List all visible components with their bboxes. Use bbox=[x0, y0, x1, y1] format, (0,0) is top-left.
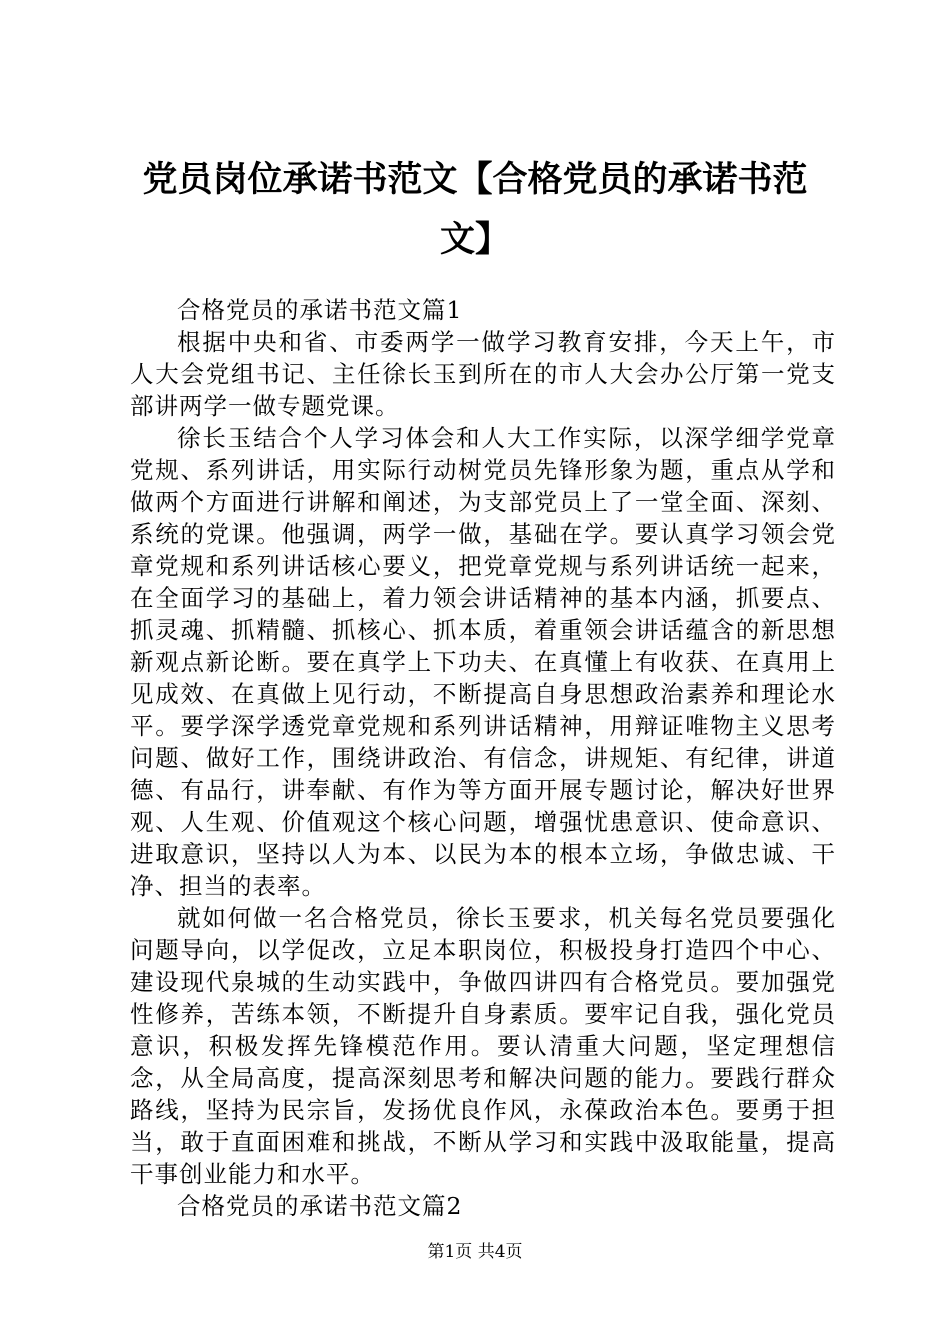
body-paragraph-2: 徐长玉结合个人学习体会和人大工作实际，以深学细学党章党规、系列讲话，用实际行动树党员先锋形象为题，重点从学和做两个方面进行讲解和阐述，为支部党员上了一堂全面、深刻、系统的党课。他强调，两学一做，基础在学。要认真学习领会党章党规和系列讲话核心要义，把党章党规与系列讲话统一起来，在全面学习的基础上，着力领会讲话精神的基本内涵，抓要点、抓灵魂、抓精髓、抓核心、抓本质，着重领会讲话蕴含的新思想新观点新论断。要在真学上下功夫、在真懂上有收获、在真用上见成效、在真做上见行动，不断提高自身思想政治素养和理论水平。要学深学透党章党规和系列讲话精神，用辩证唯物主义思考问题、做好工作，围绕讲政治、有信念，讲规矩、有纪律，讲道德、有品行，讲奉献、有作为等方面开展专题讨论，解决好世界观、人生观、价值观这个核心问题，增强忧患意识、使命意识、进取意识，坚持以人为本、以民为本的根本立场，争做忠诚、干净、担当的表率。 bbox=[130, 424, 836, 900]
body-paragraph-3: 就如何做一名合格党员，徐长玉要求，机关每名党员要强化问题导向，以学促改，立足本职岗位，积极投身打造四个中心、建设现代泉城的生动实践中，争做四讲四有合格党员。要加强党性修养，苦练本领，不断提升自身素质。要牢记自我，强化党员意识，积极发挥先锋模范作用。要认清重大问题，坚定理想信念，从全局高度，提高深刻思考和解决问题的能力。要践行群众路线，坚持为民宗旨，发扬优良作风，永葆政治本色。要勇于担当，敢于直面困难和挑战，不断从学习和实践中汲取能量，提高干事创业能力和水平。 bbox=[130, 904, 836, 1188]
section-heading-2: 合格党员的承诺书范文篇2 bbox=[177, 1192, 463, 1220]
page-footer: 第1页 共4页 bbox=[427, 1242, 523, 1262]
document-body bbox=[130, 294, 836, 1222]
body-paragraph-1: 根据中央和省、市委两学一做学习教育安排，今天上午，市人大会党组书记、主任徐长玉到所在的市人大会办公厅第一党支部讲两学一做专题党课。 bbox=[130, 328, 836, 420]
section-heading-1: 合格党员的承诺书范文篇1 bbox=[177, 296, 463, 324]
document-title: 党员岗位承诺书范文【合格党员的承诺书范文】 bbox=[142, 159, 808, 260]
